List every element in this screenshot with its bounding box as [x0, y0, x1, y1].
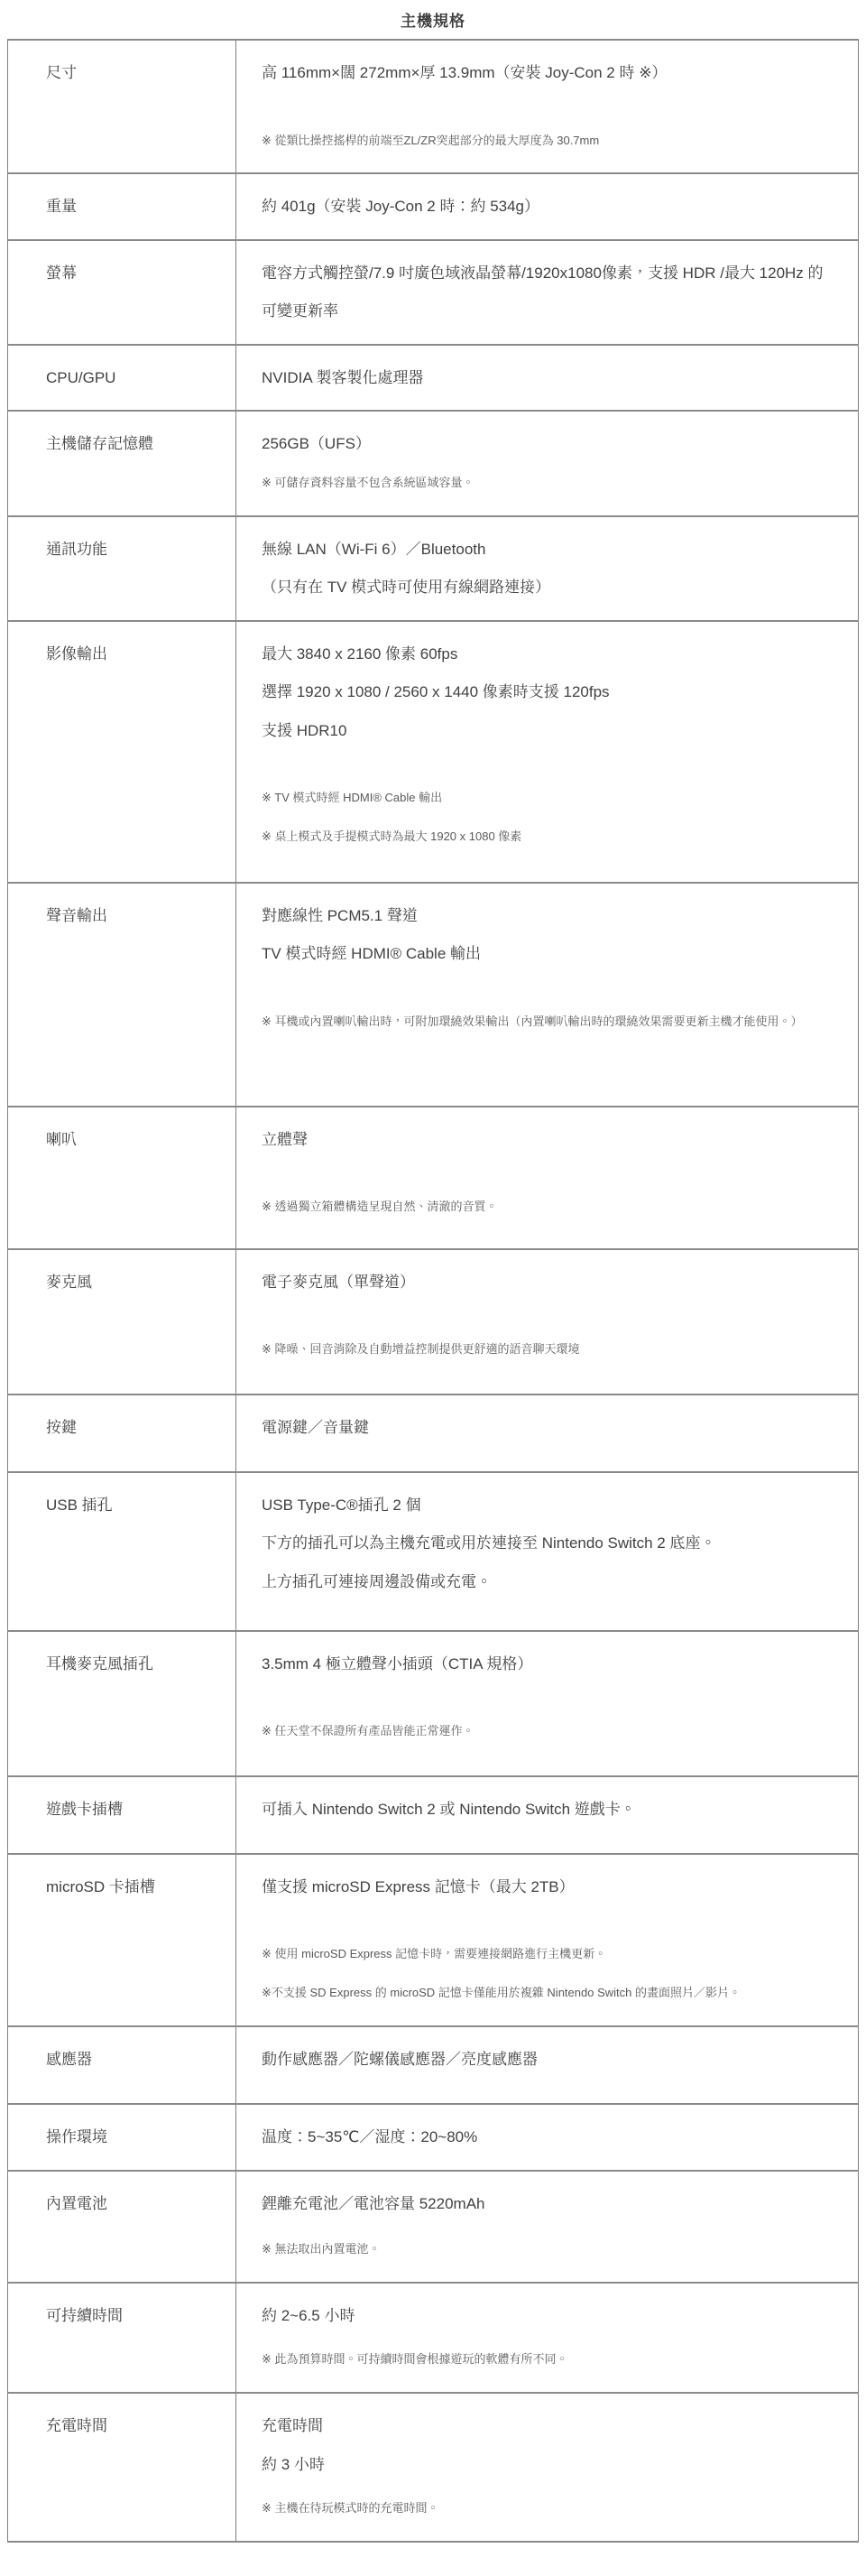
- table-row: [8, 516, 859, 621]
- spec-value-line: 支援 HDR10: [262, 721, 347, 739]
- spec-label: USB 插孔: [8, 1472, 236, 1631]
- spec-value-line: 下方的插孔可以為主機充電或用於連接至 Nintendo Switch 2 底座。: [262, 1534, 716, 1552]
- spec-value-line: 對應線性 PCM5.1 聲道: [262, 906, 418, 924]
- spec-value-line: 256GB（UFS）: [262, 435, 371, 453]
- spec-value: [236, 1249, 859, 1395]
- table-row: [8, 345, 859, 412]
- spec-label: 螢幕: [8, 240, 236, 345]
- spec-value: [236, 173, 859, 240]
- spec-value-line: 僅支援 microSD Express 記憶卡（最大 2TB）: [262, 1877, 575, 1895]
- spec-value: [236, 411, 859, 515]
- spec-note: ※ 桌上模式及手提模式時為最大 1920 x 1080 像素: [262, 829, 522, 844]
- spec-label: 按鍵: [8, 1395, 236, 1472]
- spec-notes: [262, 2489, 836, 2528]
- spec-value-line: 動作感應器／陀螺儀感應器／亮度感應器: [262, 2051, 538, 2069]
- spec-note: ※不支援 SD Express 的 microSD 記憶卡僅能用於複雜 Nintendo Switch 的畫面照片／影片。: [262, 1986, 741, 2000]
- spec-value: [236, 40, 859, 173]
- table-row: [8, 1249, 859, 1395]
- spec-label: 麥克風: [8, 1249, 236, 1395]
- table-row: [8, 40, 859, 173]
- spec-value: [236, 883, 859, 1107]
- table-row: [8, 2283, 859, 2393]
- spec-label: 充電時間: [8, 2393, 236, 2542]
- table-row: [8, 173, 859, 240]
- spec-value: [236, 516, 859, 621]
- table-row: [8, 1776, 859, 1854]
- spec-value-line: 鋰離充電池／電池容量 5220mAh: [262, 2194, 485, 2212]
- spec-value: [236, 1472, 859, 1631]
- spec-value: [236, 1631, 859, 1776]
- table-row: [8, 1107, 859, 1249]
- spec-value-line: 立體聲: [262, 1130, 308, 1148]
- spec-note: ※ 主機在待玩模式時的充電時間。: [262, 2501, 439, 2516]
- spec-table-body: [8, 40, 859, 2542]
- spec-notes: [262, 2230, 836, 2269]
- spec-notes: [262, 1188, 836, 1227]
- spec-value: [236, 1854, 859, 2026]
- spec-label: 重量: [8, 173, 236, 240]
- spec-label: 聲音輸出: [8, 883, 236, 1107]
- spec-value-line: 電源鍵／音量鍵: [262, 1418, 369, 1436]
- table-row: [8, 1395, 859, 1472]
- spec-value: [236, 2283, 859, 2393]
- spec-label: CPU/GPU: [8, 345, 236, 412]
- spec-value: [236, 1395, 859, 1472]
- table-row: [8, 2171, 859, 2283]
- spec-value-line: NVIDIA 製客製化處理器: [262, 368, 424, 386]
- spec-notes: [262, 122, 836, 161]
- spec-value-line: 充電時間: [262, 2417, 323, 2435]
- spec-value: [236, 2171, 859, 2283]
- spec-notes: [262, 779, 836, 857]
- spec-notes: [262, 464, 836, 503]
- spec-value: [236, 1107, 859, 1249]
- spec-value: [236, 345, 859, 412]
- table-row: [8, 621, 859, 883]
- spec-value-line: 高 116mm×闊 272mm×厚 13.9mm（安裝 Joy-Con 2 時 ※）: [262, 64, 668, 81]
- spec-value-line: 上方插孔可連接周邊設備或充電。: [262, 1572, 492, 1590]
- spec-value: [236, 2026, 859, 2104]
- table-row: [8, 2393, 859, 2542]
- spec-label: 尺寸: [8, 40, 236, 173]
- spec-note: ※ 耳機或內置喇叭輸出時，可附加環繞效果輸出（內置喇叭輸出時的環繞效果需要更新主機才能使用。）: [262, 1014, 803, 1028]
- spec-label: 感應器: [8, 2026, 236, 2104]
- spec-note: ※ 從類比操控搖桿的前端至ZL/ZR突起部分的最大厚度為 30.7mm: [262, 133, 600, 147]
- spec-note: ※ 無法取出內置電池。: [262, 2242, 381, 2256]
- spec-value-line: 電子麥克風（單聲道）: [262, 1273, 415, 1291]
- spec-label: 內置電池: [8, 2171, 236, 2283]
- spec-label: 耳機麥克風插孔: [8, 1631, 236, 1776]
- spec-note: ※ 任天堂不保證所有產品皆能正常運作。: [262, 1724, 474, 1738]
- spec-notes: [262, 2340, 836, 2379]
- spec-notes: [262, 1330, 836, 1369]
- spec-label: 通訊功能: [8, 516, 236, 621]
- table-row: [8, 1472, 859, 1631]
- spec-value-line: 最大 3840 x 2160 像素 60fps: [262, 644, 458, 663]
- spec-label: 喇叭: [8, 1107, 236, 1249]
- spec-note: ※ 此為預算時間。可持續時間會根據遊玩的軟體有所不同。: [262, 2352, 568, 2367]
- spec-value-line: TV 模式時經 HDMI® Cable 輸出: [262, 945, 481, 963]
- spec-value-line: 3.5mm 4 極立體聲小插頭（CTIA 規格）: [262, 1654, 533, 1673]
- spec-value: [236, 2104, 859, 2171]
- spec-value-line: 温度：5~35℃／湿度：20~80%: [262, 2128, 478, 2146]
- spec-value-line: 選擇 1920 x 1080 / 2560 x 1440 像素時支援 120fps: [262, 683, 610, 701]
- spec-value-line: 無線 LAN（Wi-Fi 6）／Bluetooth: [262, 540, 486, 558]
- spec-value: [236, 2393, 859, 2542]
- table-row: [8, 2026, 859, 2104]
- spec-value: [236, 621, 859, 883]
- spec-value: [236, 1776, 859, 1854]
- spec-note: ※ 可儲存資料容量不包含系統區域容量。: [262, 475, 474, 489]
- spec-note: ※ TV 模式時經 HDMI® Cable 輸出: [262, 791, 443, 805]
- table-row: [8, 240, 859, 345]
- spec-label: 操作環境: [8, 2104, 236, 2171]
- spec-notes: [262, 1935, 836, 2013]
- spec-value: [236, 240, 859, 345]
- spec-label: microSD 卡插槽: [8, 1854, 236, 2026]
- spec-label: 可持續時間: [8, 2283, 236, 2393]
- table-row: [8, 1631, 859, 1776]
- table-row: [8, 411, 859, 515]
- spec-label: 遊戲卡插槽: [8, 1776, 236, 1854]
- spec-note: ※ 透過獨立箱體構造呈現自然、清澈的音質。: [262, 1200, 498, 1214]
- spec-notes: [262, 1712, 836, 1751]
- spec-value-line: 電容方式觸控螢/7.9 吋廣色域液晶螢幕/1920x1080像素，支援 HDR /最大 120Hz 的可變更新率: [262, 264, 824, 320]
- spec-note: ※ 降噪、回音消除及自動增益控制提供更舒適的語音聊天環境: [262, 1342, 580, 1357]
- spec-label: 主機儲存記憶體: [8, 411, 236, 515]
- table-row: [8, 883, 859, 1107]
- table-row: [8, 2104, 859, 2171]
- page-title: 主機規格: [401, 13, 465, 30]
- spec-value-line: USB Type-C®插孔 2 個: [262, 1496, 421, 1514]
- spec-notes: [262, 1003, 836, 1042]
- spec-value-line: 可插入 Nintendo Switch 2 或 Nintendo Switch 遊戲卡。: [262, 1800, 636, 1818]
- spec-table: [7, 39, 859, 2543]
- spec-value-line: 約 3 小時: [262, 2455, 325, 2473]
- spec-value-line: 約 2~6.5 小時: [262, 2306, 355, 2324]
- spec-value-line: 約 401g（安裝 Joy-Con 2 時：約 534g）: [262, 198, 540, 216]
- spec-note: ※ 使用 microSD Express 記憶卡時，需要連接網路進行主機更新。: [262, 1947, 607, 1961]
- table-row: [8, 1854, 859, 2026]
- spec-label: 影像輸出: [8, 621, 236, 883]
- spec-value-line: （只有在 TV 模式時可使用有線網路連接）: [262, 579, 551, 597]
